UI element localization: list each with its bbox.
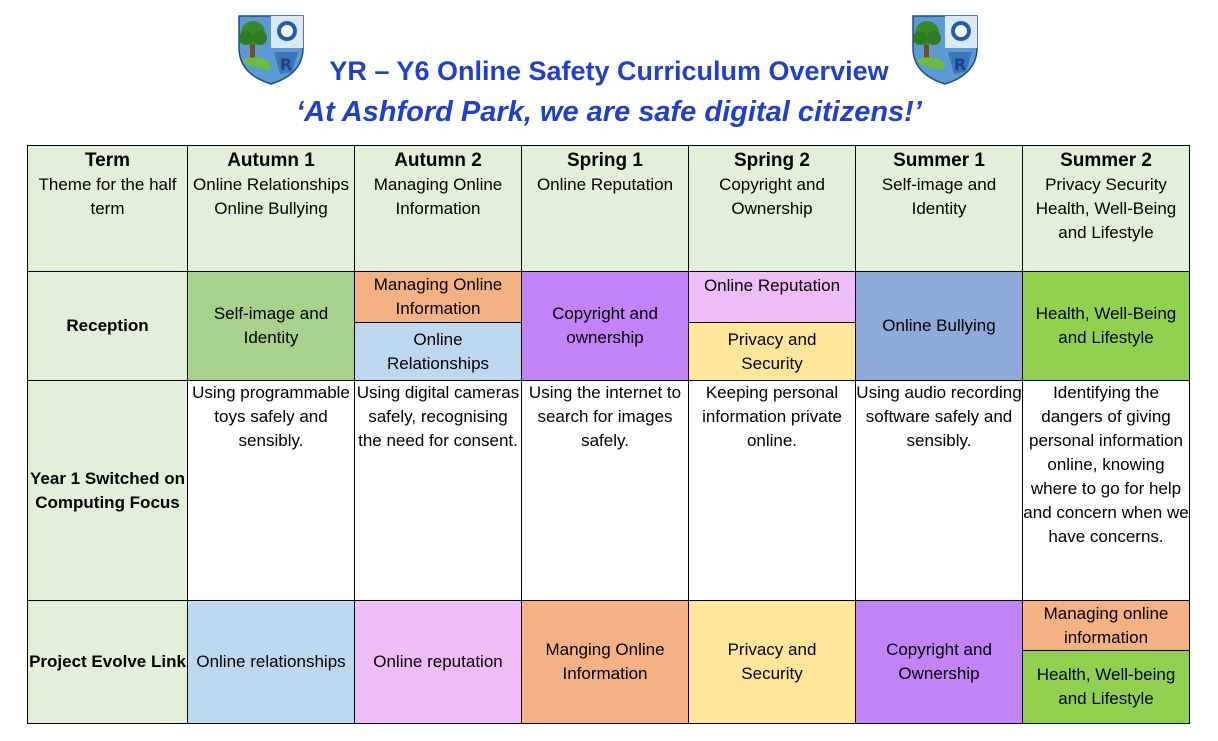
evolve-autumn-2 bbox=[355, 601, 522, 724]
reception-row bbox=[28, 272, 1190, 381]
header-title: Term bbox=[84, 150, 131, 171]
row-label-year1: Year 1 Switched on Computing Focus bbox=[28, 381, 188, 601]
header-title: Autumn 2 bbox=[394, 150, 482, 171]
header-title: Summer 1 bbox=[893, 150, 985, 171]
cell-text: Copyright and ownership bbox=[552, 304, 658, 347]
evolve-spring-2 bbox=[689, 601, 856, 724]
cell-text: Online Bullying bbox=[882, 316, 996, 335]
cell-text: Privacy and Security bbox=[727, 640, 817, 683]
year1-spring-1: Using the internet to search for images safely. bbox=[522, 381, 689, 601]
cell-text: Self-image and Identity bbox=[213, 304, 329, 347]
reception-summer-1 bbox=[856, 272, 1023, 381]
evolve-spring-1 bbox=[522, 601, 689, 724]
page-subtitle: ‘At Ashford Park, we are safe digital citizens!’ bbox=[296, 96, 922, 128]
header-spring-2 bbox=[689, 146, 856, 272]
header-summer-1 bbox=[856, 146, 1023, 272]
header-subtitle: Online Relationships Online Bullying bbox=[193, 175, 349, 218]
cell-text: Manging Online Information bbox=[545, 640, 665, 683]
cell-text: Online relationships bbox=[196, 652, 346, 671]
header-title: Autumn 1 bbox=[227, 150, 315, 171]
cell-text: Managing online information bbox=[1023, 601, 1189, 650]
year1-row bbox=[28, 381, 1190, 601]
reception-summer-2 bbox=[1023, 272, 1190, 381]
header-title: Spring 1 bbox=[566, 150, 643, 171]
cell-text: Health, Well-being and Lifestyle bbox=[1023, 650, 1189, 723]
svg-text:R: R bbox=[953, 55, 967, 74]
cell-text: Managing Online Information bbox=[355, 272, 521, 322]
curriculum-table bbox=[27, 145, 1190, 724]
reception-spring-1 bbox=[522, 272, 689, 381]
evolve-autumn-1 bbox=[188, 601, 355, 724]
header-title: Spring 2 bbox=[733, 150, 810, 171]
cell-text: Online Reputation bbox=[689, 272, 855, 322]
cell-text: Online Relationships bbox=[355, 322, 521, 380]
header-spring-1 bbox=[522, 146, 689, 272]
reception-autumn-2 bbox=[355, 272, 522, 381]
header-term bbox=[28, 146, 188, 272]
header-subtitle: Privacy Security Health, Well-Being and Lifestyle bbox=[1035, 175, 1177, 242]
evolve-summer-2 bbox=[1023, 601, 1190, 724]
year1-spring-2: Keeping personal information private online. bbox=[689, 381, 856, 601]
header-summer-2 bbox=[1023, 146, 1190, 272]
header-row bbox=[28, 146, 1190, 272]
year1-summer-1: Using audio recording software safely and sensibly. bbox=[856, 381, 1023, 601]
row-label-evolve: Project Evolve Link bbox=[28, 601, 188, 724]
reception-spring-2 bbox=[689, 272, 856, 381]
header-subtitle: Theme for the half term bbox=[38, 175, 177, 218]
header-autumn-2 bbox=[355, 146, 522, 272]
year1-summer-2: Identifying the dangers of giving personal information online, knowing where to go for help and concern when we have concerns. bbox=[1023, 381, 1190, 601]
header-subtitle: Online Reputation bbox=[536, 175, 674, 194]
cell-text: Online reputation bbox=[373, 652, 503, 671]
year1-autumn-2: Using digital cameras safely, recognising the need for consent. bbox=[355, 381, 522, 601]
header-autumn-1 bbox=[188, 146, 355, 272]
header-title: Summer 2 bbox=[1060, 150, 1152, 171]
svg-text:R: R bbox=[279, 55, 293, 74]
cell-text: Health, Well-Being and Lifestyle bbox=[1035, 304, 1177, 347]
reception-autumn-1 bbox=[188, 272, 355, 381]
header-subtitle: Managing Online Information bbox=[373, 175, 503, 218]
row-label-reception: Reception bbox=[28, 272, 188, 381]
evolve-summer-1 bbox=[856, 601, 1023, 724]
header-subtitle: Copyright and Ownership bbox=[719, 175, 825, 218]
header-subtitle: Self-image and Identity bbox=[881, 175, 997, 218]
cell-text: Privacy and Security bbox=[689, 322, 855, 380]
evolve-row bbox=[28, 601, 1190, 724]
page-title: YR – Y6 Online Safety Curriculum Overview bbox=[329, 56, 889, 86]
cell-text: Copyright and Ownership bbox=[886, 640, 992, 683]
year1-autumn-1: Using programmable toys safely and sensibly. bbox=[188, 381, 355, 601]
